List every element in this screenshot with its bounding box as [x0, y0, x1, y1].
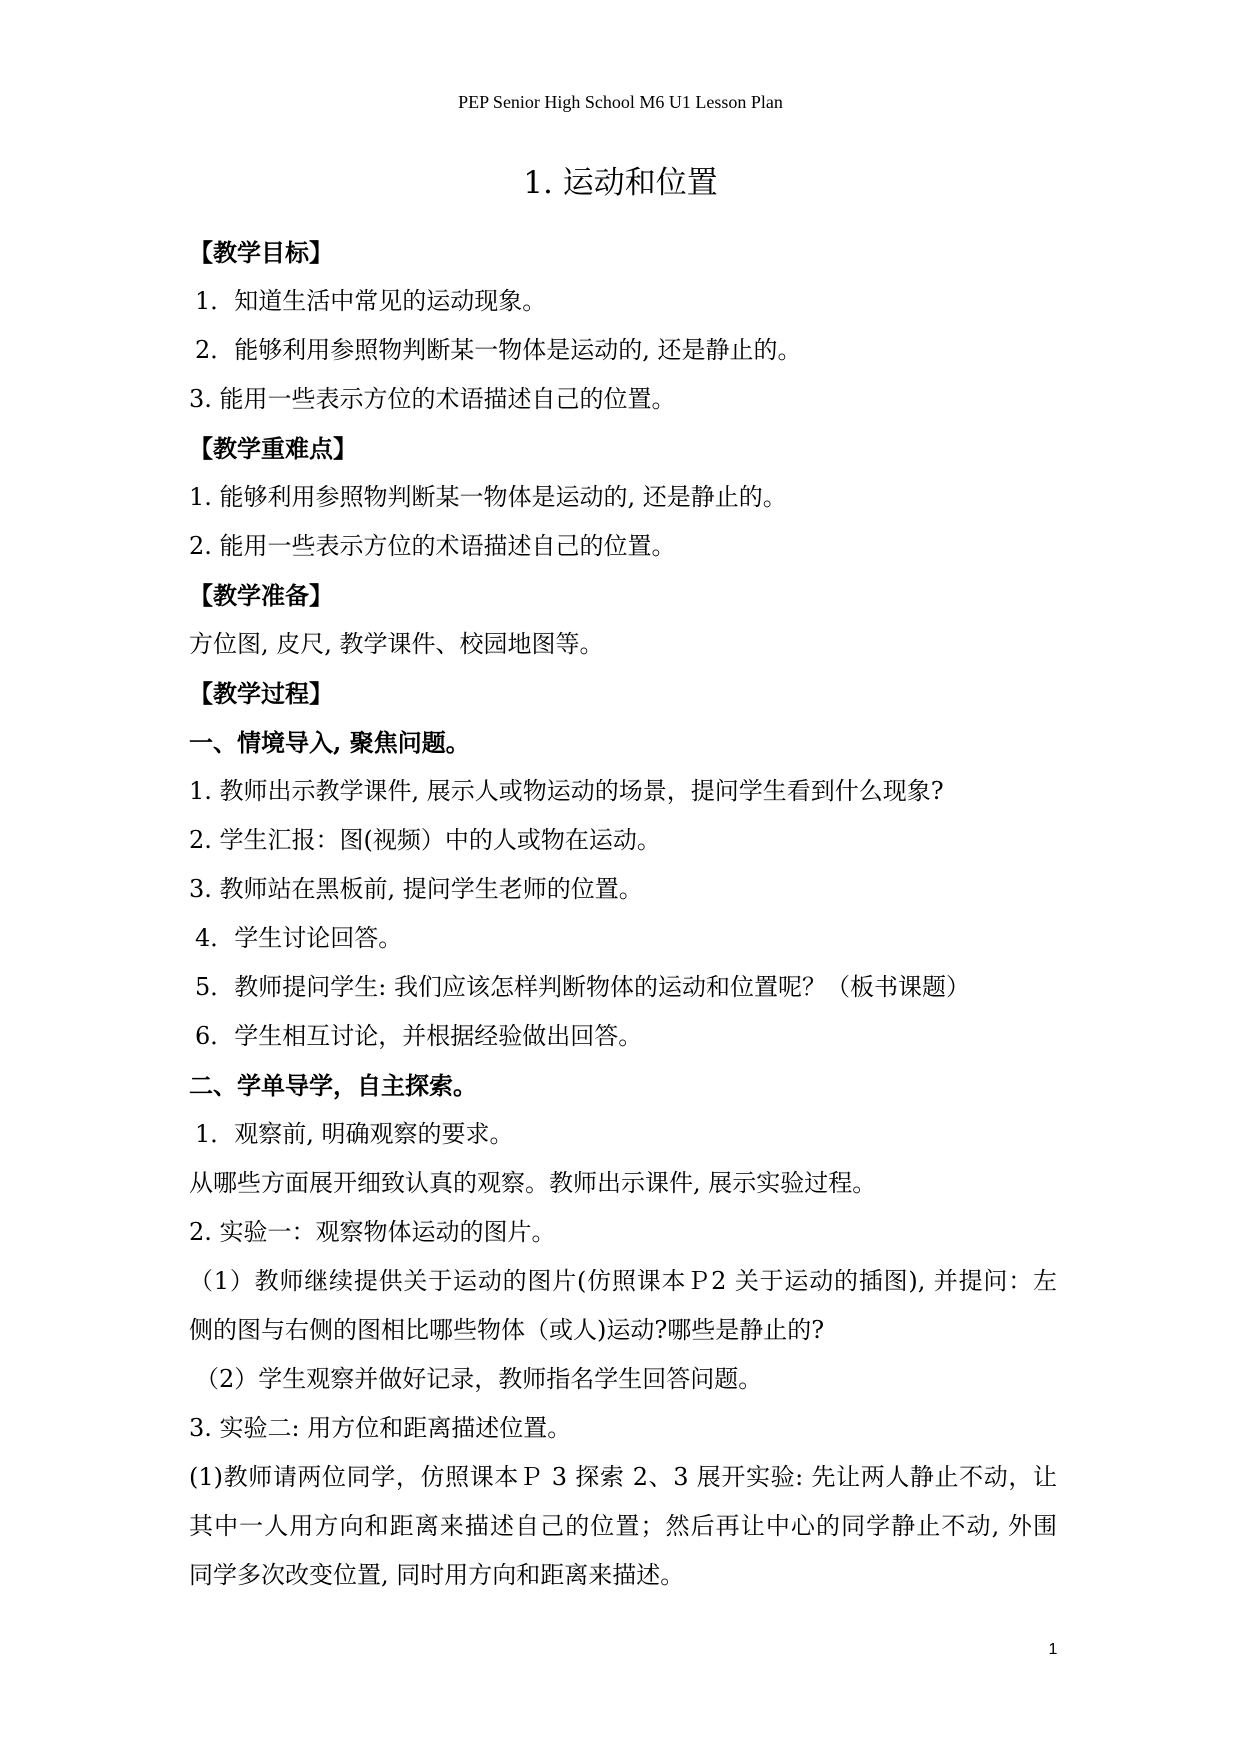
- page-number: 1: [1048, 1641, 1058, 1658]
- preparation-section: [189, 571, 1057, 669]
- process-step: 3. 教师站在黑板前, 提问学生老师的位置。: [189, 875, 643, 903]
- process-step: 2. 学生汇报：图(视频）中的人或物在运动。: [189, 826, 661, 854]
- section-heading-key-points: 【教学重难点】: [189, 434, 357, 463]
- key-point-item: 1. 能够利用参照物判断某一物体是运动的, 还是静止的。: [189, 483, 787, 511]
- process-line: （2）学生观察并做好记录，教师指名学生回答问题。: [195, 1365, 763, 1393]
- subheading-part-one: 一、情境导入, 聚焦问题。: [189, 728, 470, 757]
- process-line: 2. 实验一：观察物体运动的图片。: [189, 1218, 556, 1246]
- process-line: 从哪些方面展开细致认真的观察。教师出示课件, 展示实验过程。: [189, 1169, 877, 1197]
- process-step: 5．教师提问学生: 我们应该怎样判断物体的运动和位置呢？（板书课题）: [195, 973, 970, 1001]
- preparation-text: 方位图, 皮尺, 教学课件、校园地图等。: [189, 630, 604, 658]
- subheading-part-two: 二、学单导学，自主探索。: [189, 1071, 477, 1100]
- process-line: （1）教师继续提供关于运动的图片(仿照课本Ｐ2 关于运动的插图), 并提问：左: [189, 1267, 1057, 1295]
- objective-item: 1．知道生活中常见的运动现象。: [195, 287, 547, 315]
- process-line: (1)教师请两位同学，仿照课本Ｐ 3 探索 2、3 展开实验: 先让两人静止不动，让: [189, 1463, 1057, 1491]
- process-line: 侧的图与右侧的图相比哪些物体（或人)运动?哪些是静止的?: [189, 1316, 825, 1344]
- objective-item: 3. 能用一些表示方位的术语描述自己的位置。: [189, 385, 676, 413]
- section-heading-process: 【教学过程】: [189, 679, 333, 708]
- process-step: 6．学生相互讨论，并根据经验做出回答。: [195, 1022, 643, 1050]
- section-heading-preparation: 【教学准备】: [189, 581, 333, 610]
- key-points-section: [189, 424, 1057, 571]
- section-heading-objectives: 【教学目标】: [189, 238, 333, 267]
- document-title: 1. 运动和位置: [523, 165, 718, 201]
- process-line: 3. 实验二: 用方位和距离描述位置。: [189, 1414, 572, 1442]
- objective-item: 2．能够利用参照物判断某一物体是运动的, 还是静止的。: [195, 336, 802, 364]
- lesson-plan-body: [189, 228, 1057, 1600]
- process-line: 1．观察前, 明确观察的要求。: [195, 1120, 514, 1148]
- process-line: 其中一人用方向和距离来描述自己的位置；然后再让中心的同学静止不动, 外围: [189, 1512, 1057, 1540]
- process-step: 1. 教师出示教学课件, 展示人或物运动的场景，提问学生看到什么现象?: [189, 777, 944, 805]
- teaching-process-section: [189, 669, 1057, 1600]
- process-line: 同学多次改变位置, 同时用方向和距离来描述。: [189, 1561, 685, 1589]
- process-step: 4．学生讨论回答。: [195, 924, 403, 952]
- key-point-item: 2. 能用一些表示方位的术语描述自己的位置。: [189, 532, 676, 560]
- running-header: PEP Senior High School M6 U1 Lesson Plan: [458, 92, 783, 112]
- teaching-objectives-section: [189, 228, 1057, 424]
